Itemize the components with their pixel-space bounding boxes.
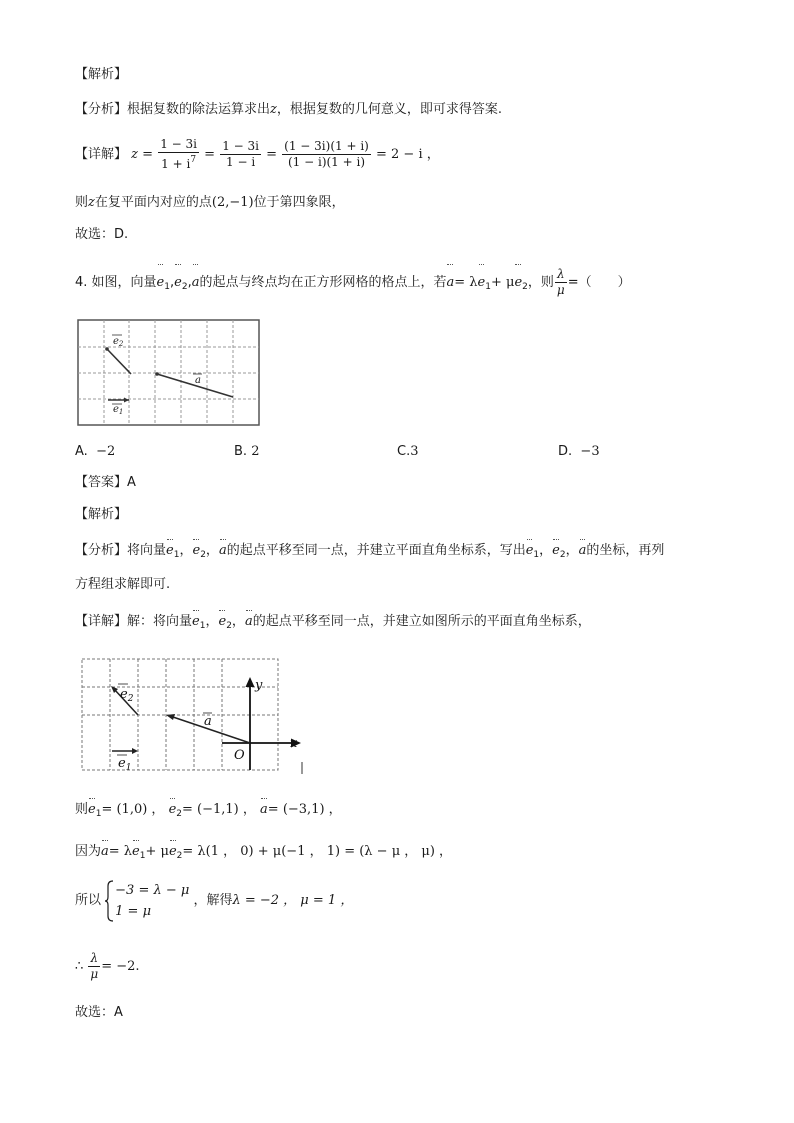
- q4-therefore: ∴ $\frac{\lambda}{\mu}$ = −2.: [75, 951, 140, 981]
- s3-fraction-1: $\frac{1 - 3i}{1 + i^7}$: [160, 137, 197, 171]
- label-e1: $e_1$: [118, 756, 132, 773]
- option-d[interactable]: D. −3: [558, 444, 600, 459]
- q4-because: 因为$a= \lambda e_1+ \mu e_2= \lambda(1$ ， 0) + μ(−1 ， 1) = (λ − μ ， μ) ，: [75, 844, 453, 861]
- s3-fraction-3: $\frac{(1 - 3i)(1 + i)}{(1 - i)(1 + i)}$: [284, 139, 369, 169]
- grid-figure-original: [77, 318, 261, 428]
- s3-fenxi: 【分析】根据复数的除法运算求出z，根据复数的几何意义，即可求得答案.: [75, 102, 503, 117]
- s3-choose: 故选：D.: [75, 227, 129, 242]
- option-b[interactable]: B. 2: [234, 444, 260, 459]
- label-x: x: [290, 736, 298, 751]
- q4-fenxi-line1: 【分析】将向量$e_1$，$e_2$，a的起点平移至同一点，并建立平面直角坐标系，写出$e_1$，$e_2$，a的坐标，再列: [75, 543, 665, 560]
- q4-system: 所以 −3 = λ − μ 1 = μ ，解得λ = −2 ， μ = 1 ，: [75, 879, 353, 923]
- label-a: a: [195, 375, 201, 386]
- option-c[interactable]: C.3: [397, 444, 419, 459]
- label-origin: O: [234, 748, 245, 763]
- label-e1: $e_1$: [113, 404, 124, 416]
- option-a[interactable]: A. −2: [75, 444, 116, 459]
- s3-xiangjie: 【详解】 z = $\frac{1 - 3i}{1 + i^7}$ = $\frac{1 - 3i}{1 - i}$ = $\frac{(1 - 3i)(1 + i)}{(1 - i)(1 + i)}$ = 2 − i ，: [75, 137, 440, 171]
- label-y: y: [255, 678, 263, 693]
- s3-fraction-2: $\frac{1 - 3i}{1 - i}$: [222, 139, 259, 169]
- label-e2: $e_2$: [113, 336, 124, 348]
- s3-jiexi: 【解析】: [75, 67, 128, 82]
- q4-jiexi: 【解析】: [75, 507, 128, 522]
- label-e2: $e_2$: [120, 687, 134, 704]
- q4-xiangjie: 【详解】解：将向量$e_1$，$e_2$，a的起点平移至同一点，并建立如图所示的平面直角坐标系，: [75, 614, 591, 631]
- s3-point: 则z在复平面内对应的点(2,−1)位于第四象限，: [75, 195, 345, 210]
- label-a: a: [204, 714, 212, 729]
- q4-coordinates: 则$e_1= (1,0)$ ， $e_2= (-1,1)$ ， a= (−3,1) ，: [75, 802, 342, 819]
- vector-e2-segment: [107, 349, 131, 374]
- q4-stem: 4. 如图，向量$e_1,e_2,a$的起点与终点均在正方形网格的格点上，若$a= \lambda e_1+ \mu e_2$，则 $\frac{\lambda}{\mu}$ =（ ）: [75, 266, 631, 300]
- grid-figure-coordinate: [80, 655, 310, 775]
- q4-choose: 故选：A: [75, 1005, 123, 1020]
- q4-answer: 【答案】A: [75, 475, 136, 490]
- equation-system: −3 = λ − μ 1 = μ: [105, 880, 189, 922]
- q4-fenxi-line2: 方程组求解即可.: [75, 577, 171, 592]
